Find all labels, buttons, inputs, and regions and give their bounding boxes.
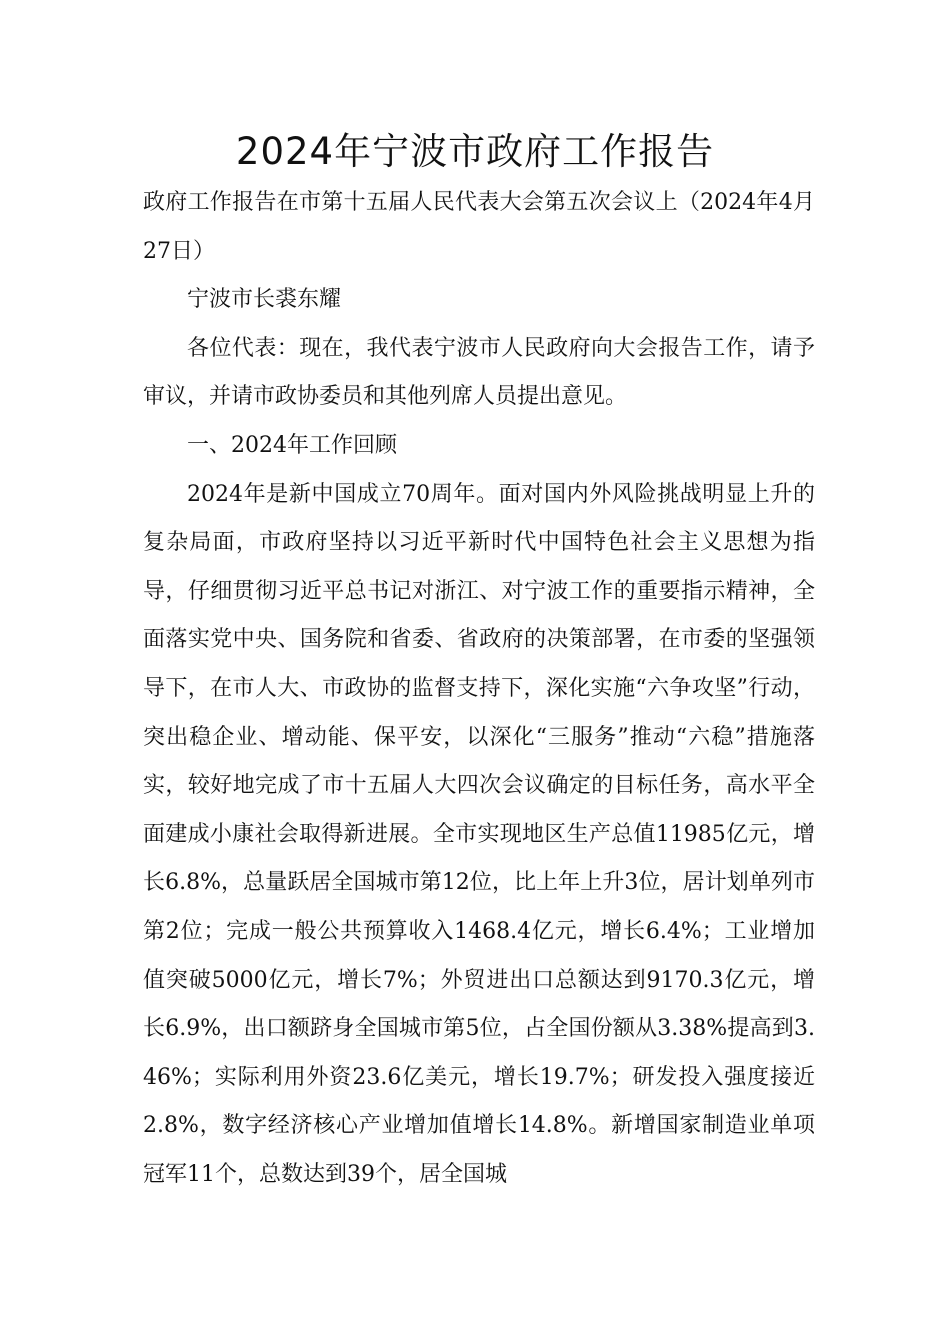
section-heading: 一、2024年工作回顾 (187, 432, 397, 458)
document-title: 2024年宁波市政府工作报告 (235, 130, 715, 173)
document-body (143, 179, 815, 1199)
paragraph-author: 宁波市长裘东耀 (187, 287, 342, 313)
paragraph-meeting-info: 政府工作报告在市第十五届人民代表大会第五次会议上（2024年4月27日） (143, 190, 815, 264)
paragraph-review: 2024年是新中国成立70周年。面对国内外风险挑战明显上升的复杂局面，市政府坚持以习近平新时代中国特色社会主义思想为指导，仔细贯彻习近平总书记对浙江、对宁波工作的重要指示精神，全面落实党中央、国务院和省委、省政府的决策部署，在市委的坚强领导下，在市人大、市政协的监督支持下，深化实施“六争攻坚”行动，突出稳企业、增动能、保平安，以深化“三服务”推动“六稳”措施落实，较好地完成了市十五届人大四次会议确定的目标任务，高水平全面建成小康社会取得新进展。全市实现地区生产总值11985亿元，增长6.8%，总量跃居全国城市第12位，比上年上升3位，居计划单列市第2位；完成一般公共预算收入1468.4亿元，增长6.4%；工业增加值突破5000亿元，增长7%；外贸进出口总额达到9170.3亿元，增长6.9%，出口额跻身全国城市第5位，占全国份额从3.38%提高到3.46%；实际利用外资23.6亿美元，增长19.7%；研发投入强度接近2.8%，数字经济核心产业增加值增长14.8%。新增国家制造业单项冠军11个，总数达到39个，居全国城 (143, 481, 815, 1187)
paragraph-greeting: 各位代表：现在，我代表宁波市人民政府向大会报告工作，请予审议，并请市政协委员和其他列席人员提出意见。 (143, 335, 815, 410)
